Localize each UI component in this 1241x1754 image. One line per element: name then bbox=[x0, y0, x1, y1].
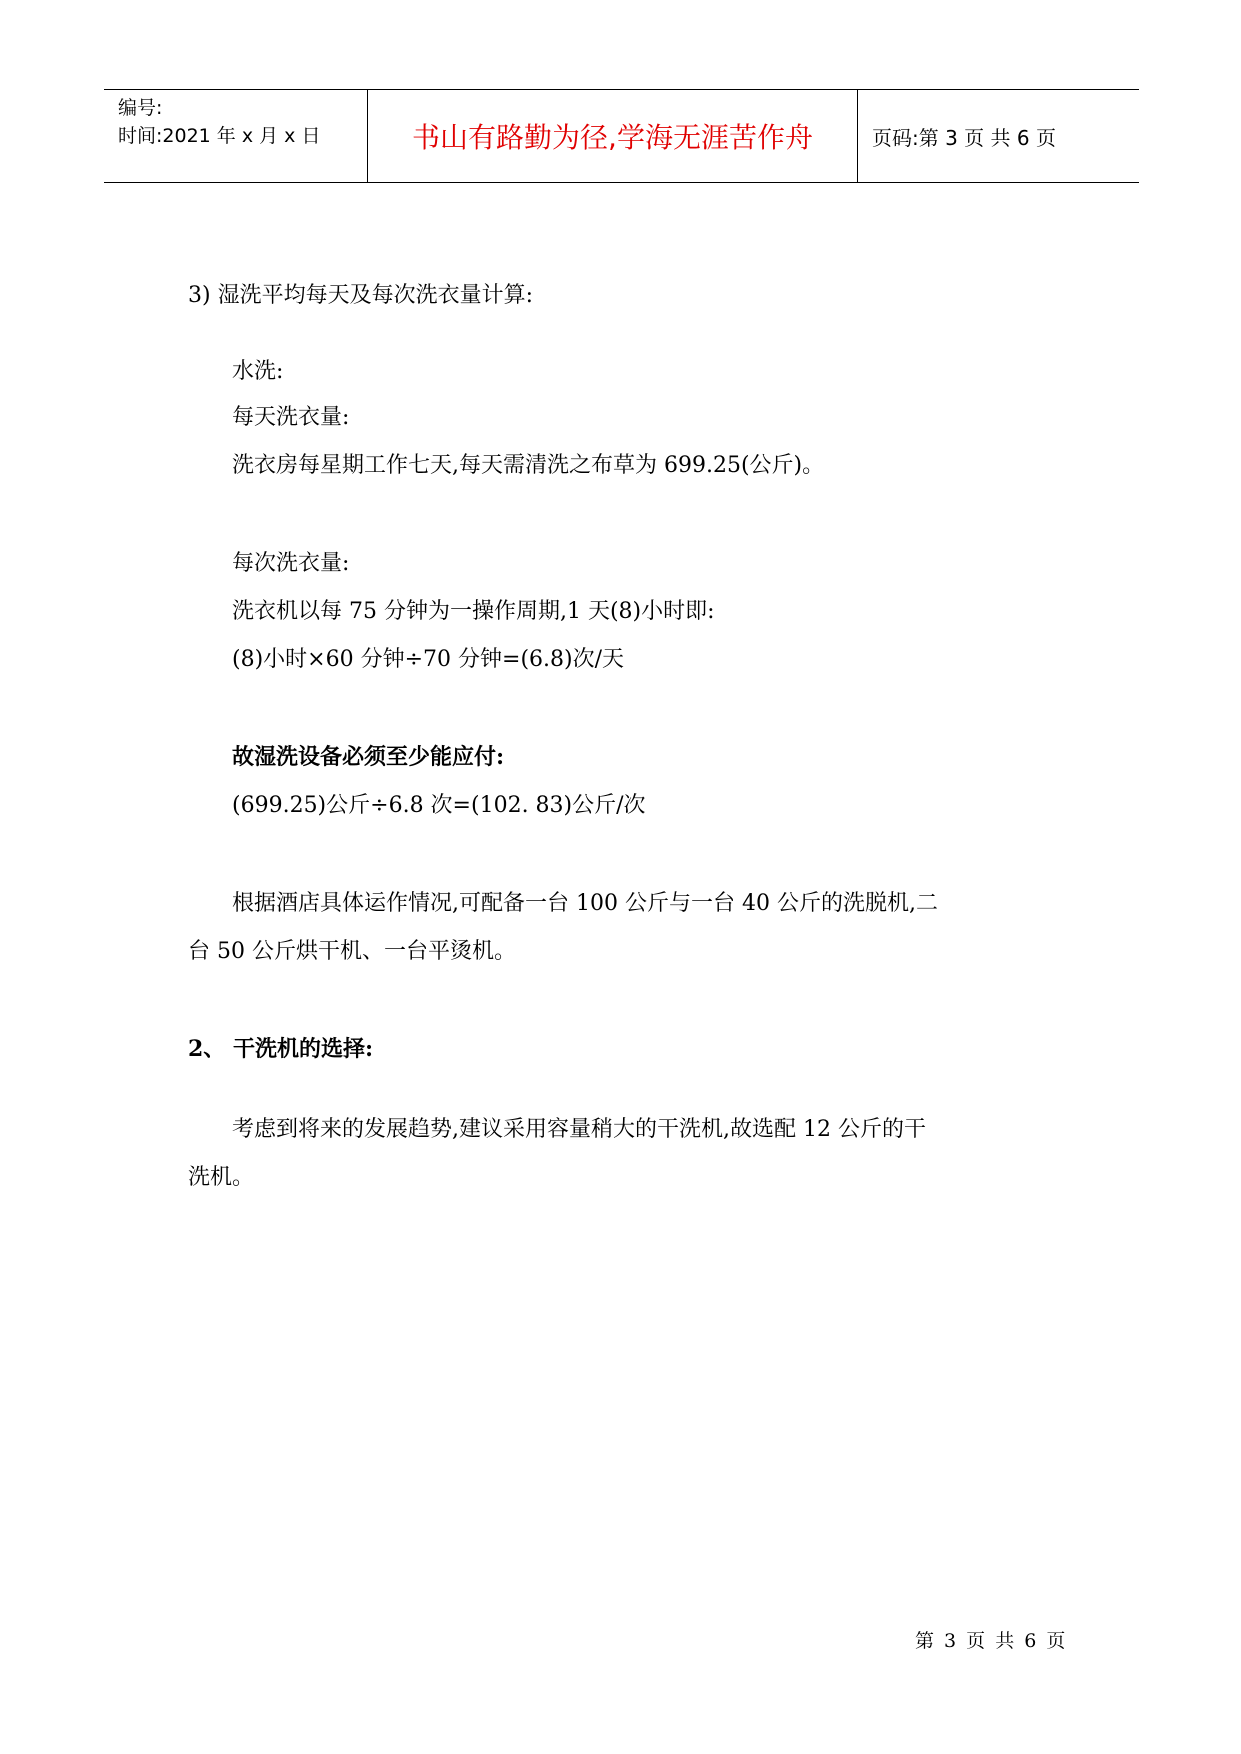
header-meta-cell bbox=[104, 90, 368, 182]
header-page-cell bbox=[858, 90, 1139, 182]
page-info: 页码:第 3 页 共 6 页 bbox=[872, 125, 1056, 150]
config-paragraph-line2: 台 50 公斤烘干机、一台平烫机。 bbox=[188, 939, 516, 964]
document-header bbox=[104, 89, 1139, 183]
config-paragraph-line1: 根据酒店具体运作情况,可配备一台 100 公斤与一台 40 公斤的洗脱机,二 bbox=[232, 891, 938, 916]
number-label: 编号: bbox=[118, 97, 163, 119]
section2-heading: 2、 干洗机的选择: bbox=[188, 1036, 374, 1062]
page-footer: 第 3 页 共 6 页 bbox=[915, 1630, 1068, 1652]
time-label: 时间:2021 年 x 月 x 日 bbox=[118, 125, 321, 147]
water-wash-label: 水洗: bbox=[232, 359, 284, 384]
daily-amount-label: 每天洗衣量: bbox=[232, 405, 350, 430]
cycle-calculation: (8)小时×60 分钟÷70 分钟=(6.8)次/天 bbox=[232, 647, 625, 672]
daily-amount-text: 洗衣房每星期工作七天,每天需清洗之布草为 699.25(公斤)。 bbox=[232, 453, 825, 478]
conclusion-calculation: (699.25)公斤÷6.8 次=(102. 83)公斤/次 bbox=[232, 793, 646, 818]
motto-text: 书山有路勤为径,学海无涯苦作舟 bbox=[412, 121, 813, 154]
dry-clean-paragraph-line1: 考虑到将来的发展趋势,建议采用容量稍大的干洗机,故选配 12 公斤的干 bbox=[232, 1117, 926, 1142]
item3-heading: 3) 湿洗平均每天及每次洗衣量计算: bbox=[188, 283, 533, 308]
per-load-label: 每次洗衣量: bbox=[232, 551, 350, 576]
conclusion-heading: 故湿洗设备必须至少能应付: bbox=[232, 744, 505, 770]
dry-clean-paragraph-line2: 洗机。 bbox=[188, 1165, 255, 1190]
header-motto-cell bbox=[368, 90, 858, 182]
per-load-text: 洗衣机以每 75 分钟为一操作周期,1 天(8)小时即: bbox=[232, 599, 715, 624]
